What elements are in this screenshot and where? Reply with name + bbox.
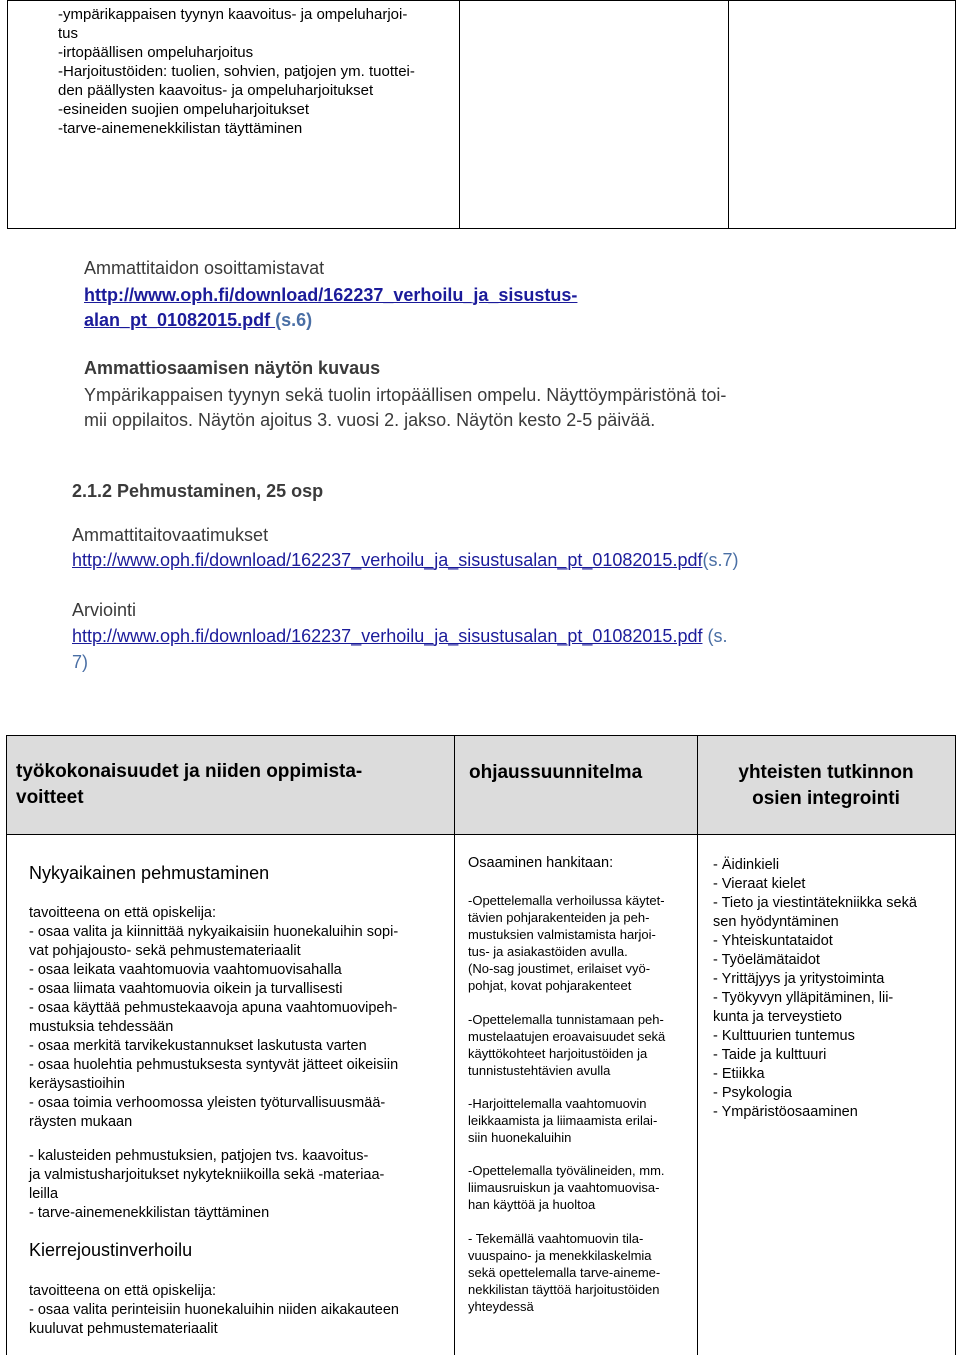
requirements-link[interactable]: http://www.oph.fi/download/162237_verhoilu_ja_sisustusalan_pt_01082015.pdf: [72, 550, 703, 570]
page-ref: (s.6): [275, 310, 313, 330]
col1-item: keräysastioihin: [29, 1076, 125, 1092]
top-table-divider: [728, 1, 729, 228]
col1-intro: tavoitteena on että opiskelija:: [29, 905, 217, 921]
col2-line: -Opettelemalla työvälineiden, mm.: [468, 1163, 665, 1178]
top-cell-line: den päällysten kaavoitus- ja ompeluharjoitukset: [58, 82, 374, 99]
col2-line: käyttökohteet harjoitustöiden ja: [468, 1046, 648, 1061]
col1-item: - osaa huolehtia pehmustuksesta syntyvät jätteet oikeisiin: [29, 1057, 399, 1073]
col1-item: leilla: [29, 1186, 59, 1202]
col2-line: tus- ja asiakastöiden avulla.: [468, 944, 628, 959]
col1-intro: tavoitteena on että opiskelija:: [29, 1283, 217, 1299]
col2-line: siin huonekaluihin: [468, 1130, 572, 1145]
col1-item: kuuluvat pehmustemateriaalit: [29, 1321, 218, 1337]
col3-item: - Äidinkieli: [713, 857, 780, 873]
top-table-divider: [459, 1, 460, 228]
demonstration-description-line: Ympärikappaisen tyynyn sekä tuolin irtopäällisen ompelu. Näyttöympäristönä toi-: [84, 385, 727, 405]
col3-item: - Etiikka: [713, 1066, 765, 1082]
top-table: [7, 0, 956, 229]
col2-line: pohjat, kovat pohjarakenteet: [468, 978, 632, 993]
col2-line: han käyttöä ja huoltoa: [468, 1197, 596, 1212]
column-divider: [454, 735, 455, 1355]
col2-line: mustelaatujen eroavaisuudet sekä: [468, 1029, 666, 1044]
evaluation-link[interactable]: http://www.oph.fi/download/162237_verhoilu_ja_sisustusalan_pt_01082015.pdf: [72, 626, 703, 646]
header-col1-line: voitteet: [16, 787, 84, 808]
col3-item: - Psykologia: [713, 1085, 792, 1101]
col1-item: - osaa liimata vaahtomuovia oikein ja turvallisesti: [29, 981, 343, 997]
requirements-heading: Ammattitaitovaatimukset: [72, 525, 269, 545]
header-col3-line: yhteisten tutkinnon: [738, 762, 914, 783]
col2-line: -Opettelemalla verhoilussa käytet-: [468, 893, 665, 908]
page-ref: 7): [72, 652, 89, 672]
requirements-link-line[interactable]: [72, 550, 738, 571]
col1-item: mustuksia tehdessään: [29, 1019, 174, 1035]
col2-line: -Harjoittelemalla vaahtomuovin: [468, 1096, 647, 1111]
col1-item: - kalusteiden pehmustuksien, patjojen tvs. kaavoitus-: [29, 1148, 369, 1164]
col2-line: sekä opettelemalla tarve-aineme-: [468, 1265, 661, 1280]
col2-line: leikkaamista ja liimaamista erilai-: [468, 1113, 658, 1128]
demonstration-methods-link[interactable]: [84, 285, 577, 306]
link-line[interactable]: alan_pt_01082015.pdf: [84, 310, 276, 330]
col1-item: ja valmistusharjoitukset nykytekniikoilla sekä -materiaa-: [29, 1167, 385, 1183]
link-line[interactable]: http://www.oph.fi/download/162237_verhoilu_ja_sisustus-: [84, 285, 578, 305]
col2-line: nekkilistan täyttöä harjoitustöiden: [468, 1282, 660, 1297]
top-cell-line: -Harjoitustöiden: tuolien, sohvien, patjojen ym. tuottei-: [58, 63, 415, 80]
col1-item: - osaa merkitä tarvikekustannukset laskutusta varten: [29, 1038, 367, 1054]
top-cell-line: -tarve-ainemenekkilistan täyttäminen: [58, 120, 303, 137]
demonstration-description-line: mii oppilaitos. Näytön ajoitus 3. vuosi 2. jakso. Näytön kesto 2-5 päivää.: [84, 410, 656, 430]
col2-line: (No-sag joustimet, erilaiset vyö-: [468, 961, 651, 976]
demonstration-methods-link-cont[interactable]: [84, 310, 312, 331]
col3-item: - Taide ja kulttuuri: [713, 1047, 827, 1063]
demonstration-methods-heading: Ammattitaidon osoittamistavat: [84, 258, 325, 278]
top-cell-line: -esineiden suojien ompeluharjoitukset: [58, 101, 309, 118]
col3-item: - Kulttuurien tuntemus: [713, 1028, 855, 1044]
header-col2: ohjaussuunnitelma: [469, 762, 643, 783]
col3-item: - Työelämätaidot: [713, 952, 820, 968]
col3-item: - Ympäristöosaaminen: [713, 1104, 858, 1120]
col1-item: - osaa leikata vaahtomuovia vaahtomuovisahalla: [29, 962, 342, 978]
col1-title: Kierrejoustinverhoilu: [29, 1240, 193, 1260]
col3-item: - Työkyvyn ylläpitäminen, lii-: [713, 990, 894, 1006]
column-divider: [697, 735, 698, 1355]
col2-line: vuuspaino- ja menekkilaskelmia: [468, 1248, 652, 1263]
col1-item: - tarve-ainemenekkilistan täyttäminen: [29, 1205, 270, 1221]
header-col1-line: työkokonaisuudet ja niiden oppimista-: [16, 761, 363, 782]
col2-line: tunnistustehtävien avulla: [468, 1063, 611, 1078]
col3-item: - Yrittäjyys ja yritystoiminta: [713, 971, 885, 987]
col2-line: mustuksien valmistamista harjoi-: [468, 927, 656, 942]
col3-item: sen hyödyntäminen: [713, 914, 839, 930]
top-cell-line: tus: [58, 25, 79, 42]
col3-item: - Vieraat kielet: [713, 876, 806, 892]
col3-item: - Tieto ja viestintätekniikka sekä: [713, 895, 917, 911]
col1-item: räysten mukaan: [29, 1114, 133, 1130]
col2-line: -Opettelemalla tunnistamaan peh-: [468, 1012, 664, 1027]
col2-line: tävien pohjarakenteiden ja peh-: [468, 910, 650, 925]
col1-title: Nykyaikainen pehmustaminen: [29, 863, 270, 883]
col2-heading: Osaaminen hankitaan:: [468, 855, 614, 871]
col2-line: liimausruiskun ja vaahtomuovisa-: [468, 1180, 660, 1195]
col1-item: - osaa käyttää pehmustekaavoja apuna vaahtomuovipeh-: [29, 1000, 398, 1016]
demonstration-description-heading: Ammattiosaamisen näytön kuvaus: [84, 358, 381, 378]
evaluation-heading: Arviointi: [72, 600, 137, 620]
col1-item: vat pohjajousto- sekä pehmustemateriaalit: [29, 943, 301, 959]
col3-item: - Yhteiskuntataidot: [713, 933, 833, 949]
page-ref: (s.7): [702, 550, 739, 570]
page-ref: (s.: [702, 626, 728, 646]
evaluation-link-line[interactable]: [72, 626, 727, 647]
col2-line: yhteydessä: [468, 1299, 534, 1314]
header-col3-line: osien integrointi: [752, 788, 900, 809]
col1-item: - osaa valita ja kiinnittää nykyaikaisiin huonekaluihin sopi-: [29, 924, 399, 940]
top-cell-line: -irtopäällisen ompeluharjoitus: [58, 44, 254, 61]
col2-line: - Tekemällä vaahtomuovin tila-: [468, 1231, 644, 1246]
top-cell-line: -ympärikappaisen tyynyn kaavoitus- ja ompeluharjoi-: [58, 6, 408, 23]
col3-item: kunta ja terveystieto: [713, 1009, 842, 1025]
col1-item: - osaa valita perinteisiin huonekaluihin niiden aikakauteen: [29, 1302, 399, 1318]
col1-item: - osaa toimia verhoomossa yleisten työturvallisuusmää-: [29, 1095, 386, 1111]
module-heading: 2.1.2 Pehmustaminen, 25 osp: [72, 481, 324, 501]
